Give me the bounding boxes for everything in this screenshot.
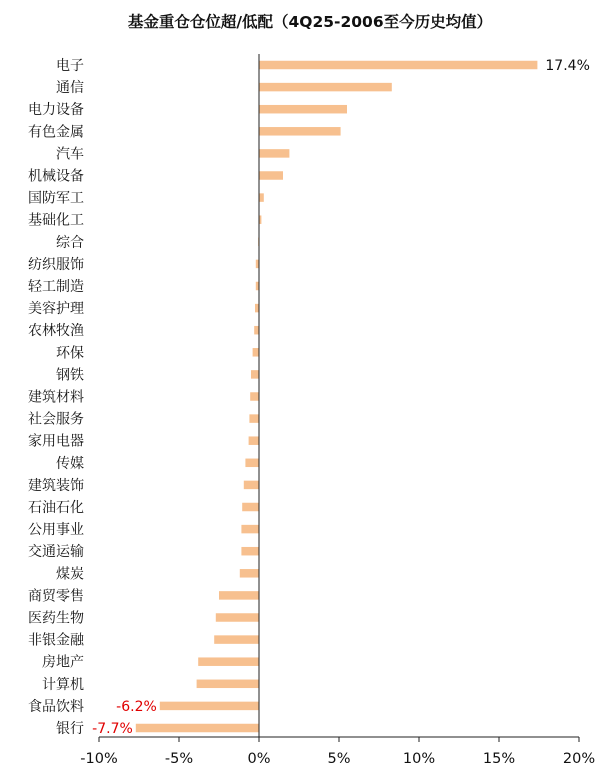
bar-非银金融 <box>214 635 259 644</box>
bar-房地产 <box>198 657 259 666</box>
category-label: 轻工制造 <box>28 279 84 295</box>
category-label: 计算机 <box>42 676 84 693</box>
data-label: -7.7% <box>92 721 133 737</box>
bar-交通运输 <box>241 547 259 556</box>
bar-通信 <box>259 83 392 92</box>
bar-建筑材料 <box>250 392 259 401</box>
bar-环保 <box>253 348 259 357</box>
category-label: 美容护理 <box>28 301 84 318</box>
bar-钢铁 <box>251 370 259 379</box>
category-label: 有色金属 <box>28 124 84 141</box>
x-tick-label: 0% <box>247 751 271 767</box>
bar-银行 <box>136 724 259 733</box>
category-label: 社会服务 <box>28 411 84 428</box>
category-label: 传媒 <box>56 455 84 472</box>
category-label: 房地产 <box>42 654 84 671</box>
category-label: 机械设备 <box>28 168 84 185</box>
bar-电力设备 <box>259 105 347 114</box>
bar-医药生物 <box>216 613 259 622</box>
category-label: 电力设备 <box>28 102 84 119</box>
x-tick-label: -5% <box>164 751 194 767</box>
category-label: 汽车 <box>56 146 84 163</box>
category-label: 医药生物 <box>28 610 84 627</box>
bar-建筑装饰 <box>244 481 259 490</box>
x-tick-label: -10% <box>80 751 118 767</box>
category-label: 综合 <box>56 234 84 251</box>
category-label: 建筑材料 <box>28 389 84 406</box>
category-label: 煤炭 <box>56 566 84 583</box>
bar-有色金属 <box>259 127 341 136</box>
category-label: 交通运输 <box>28 544 84 561</box>
category-label: 银行 <box>56 721 84 737</box>
chart-title: 基金重仓仓位超/低配（4Q25-2006至今历史均值） <box>127 13 493 31</box>
bar-机械设备 <box>259 171 283 180</box>
x-tick-label: 5% <box>327 751 351 767</box>
bar-煤炭 <box>240 569 259 578</box>
category-label: 非银金融 <box>28 632 84 649</box>
data-label: -6.2% <box>116 698 157 715</box>
category-label: 环保 <box>56 345 84 362</box>
bar-传媒 <box>245 459 259 468</box>
bar-商贸零售 <box>219 591 259 600</box>
bar-石油石化 <box>242 503 259 512</box>
category-label: 建筑装饰 <box>28 477 84 494</box>
x-tick-label: 15% <box>482 751 516 767</box>
bar-食品饮料 <box>160 702 259 711</box>
category-label: 公用事业 <box>28 522 84 539</box>
bar-公用事业 <box>241 525 259 534</box>
category-label: 基础化工 <box>28 212 84 229</box>
bar-汽车 <box>259 149 289 158</box>
bar-社会服务 <box>249 414 259 423</box>
category-label: 农林牧渔 <box>28 323 84 340</box>
bar-电子 <box>259 61 537 70</box>
category-label: 国防军工 <box>28 190 84 207</box>
category-label: 钢铁 <box>56 367 84 384</box>
category-label: 石油石化 <box>28 500 84 516</box>
bar-国防军工 <box>259 193 264 202</box>
x-tick-label: 20% <box>562 751 596 767</box>
bar-美容护理 <box>255 304 259 313</box>
category-label: 商贸零售 <box>28 588 84 605</box>
bar-计算机 <box>197 680 259 689</box>
category-label: 电子 <box>56 58 84 74</box>
category-label: 纺织服饰 <box>28 256 84 273</box>
category-label: 食品饮料 <box>28 698 84 715</box>
x-tick-label: 10% <box>402 751 436 767</box>
bar-农林牧渔 <box>254 326 259 335</box>
bar-家用电器 <box>249 436 259 445</box>
category-label: 通信 <box>56 80 84 97</box>
data-label: 17.4% <box>545 58 590 74</box>
category-label: 家用电器 <box>28 433 84 450</box>
